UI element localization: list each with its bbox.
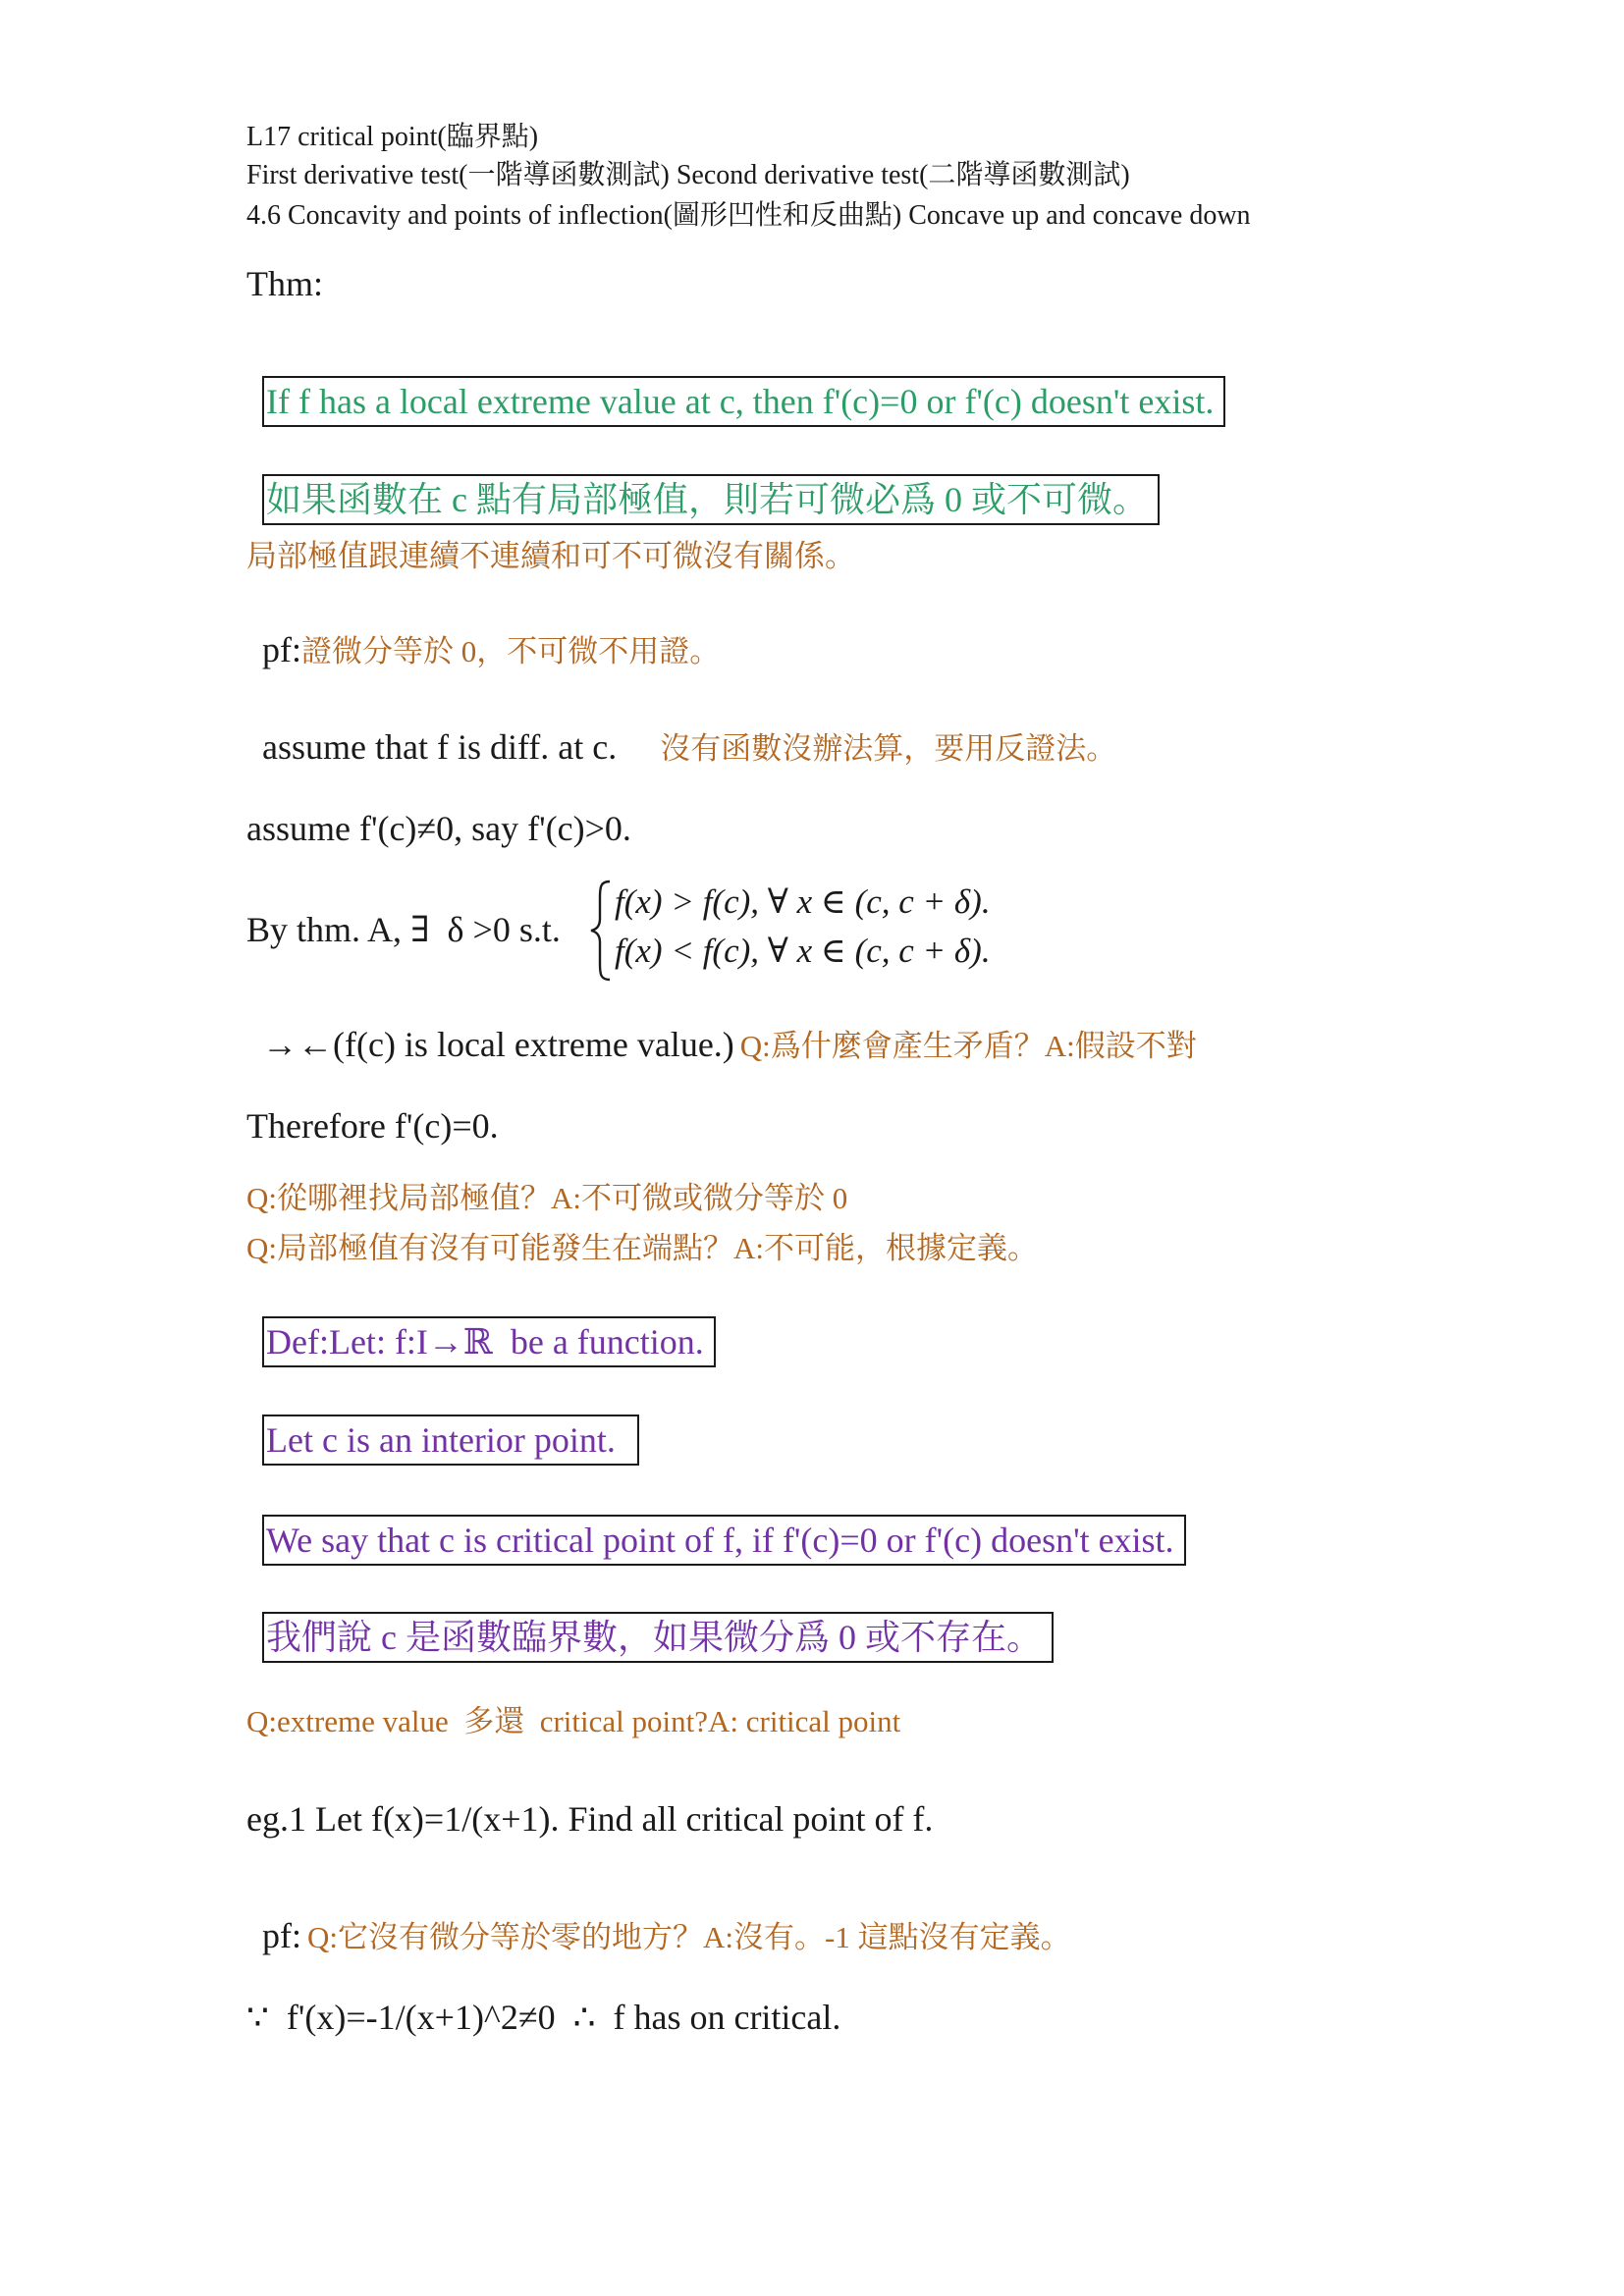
definition-box-3-row (246, 1497, 1186, 1583)
proof-assume-diff: assume that f is diff. at c. (262, 727, 618, 767)
example-pf-line (246, 1897, 1071, 1975)
definition-box-4-row (246, 1594, 1054, 1681)
proof-contradiction: →←(f(c) is local extreme value.) (262, 1025, 734, 1064)
header-line-2: First derivative test(一階導函數測試) Second derivative test(二階導函數測試) (246, 160, 1130, 190)
proof-by-theorem: By thm. A, ∃ δ >0 s.t. (246, 910, 561, 949)
proof-assume-diff-line (246, 709, 1116, 786)
proof-assume-diff-note: 沒有函數沒辦法算，要用反證法。 (660, 731, 1117, 766)
proof-assume-nonzero: assume f'(c)≠0, say f'(c)>0. (246, 809, 631, 848)
example-pf-note: Q:它沒有微分等於零的地方？A:沒有。-1 這點沒有定義。 (307, 1920, 1071, 1954)
question-1: Q:從哪裡找局部極值？A:不可微或微分等於 0 (246, 1181, 848, 1215)
definition-box-1-row (246, 1299, 716, 1385)
proof-contradiction-line (246, 1006, 1197, 1084)
proof-conclusion: Therefore f'(c)=0. (246, 1106, 499, 1146)
proof-case-1: f(x) > f(c), ∀ x ∈ (c, c + δ). (615, 882, 991, 921)
proof-case-2: f(x) < f(c), ∀ x ∈ (c, c + δ). (615, 932, 991, 970)
definition-box-1: Def:Let: f:I→ℝ be a function. (262, 1316, 716, 1367)
theorem-box-zh-row (246, 456, 1160, 543)
question-extreme-vs-critical: Q:extreme value 多還 critical point?A: critical point (246, 1704, 901, 1738)
header-line-1: L17 critical point(臨界點) (246, 122, 539, 152)
theorem-box-zh: 如果函數在 c 點有局部極值，則若可微必爲 0 或不可微。 (262, 474, 1160, 525)
theorem-box-en-row (246, 358, 1225, 445)
theorem-note: 局部極值跟連續不連續和可不可微沒有關係。 (246, 539, 855, 573)
left-brace-icon (589, 880, 613, 982)
definition-box-3: We say that c is critical point of f, if f'(c)=0 or f'(c) doesn't exist. (262, 1515, 1186, 1566)
proof-pf-line (246, 612, 720, 689)
theorem-box-en: If f has a local extreme value at c, then f'(c)=0 or f'(c) doesn't exist. (262, 376, 1225, 427)
example-solution: ∵ f'(x)=-1/(x+1)^2≠0 ∴ f has on critical. (246, 1998, 841, 2037)
example-statement: eg.1 Let f(x)=1/(x+1). Find all critical point of f. (246, 1799, 934, 1839)
proof-pf-label: pf: (262, 630, 301, 669)
definition-box-2: Let c is an interior point. (262, 1415, 639, 1466)
definition-box-2-row (246, 1397, 639, 1483)
theorem-label: Thm: (246, 264, 323, 303)
proof-contradiction-note: Q:爲什麼會產生矛盾？A:假設不對 (739, 1029, 1197, 1063)
example-pf-label: pf: (262, 1916, 301, 1955)
proof-pf-note: 證微分等於 0，不可微不用證。 (301, 634, 721, 668)
header-line-3: 4.6 Concavity and points of inflection(圖形凹性和反曲點) Concave up and concave down (246, 200, 1251, 231)
definition-box-4: 我們說 c 是函數臨界數，如果微分爲 0 或不存在。 (262, 1612, 1054, 1663)
question-2: Q:局部極值有沒有可能發生在端點？A:不可能，根據定義。 (246, 1231, 1038, 1265)
